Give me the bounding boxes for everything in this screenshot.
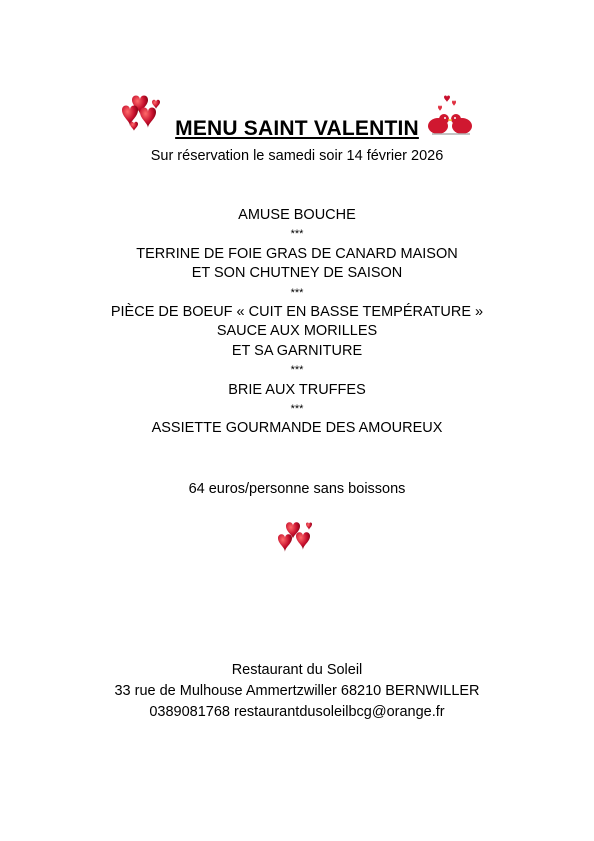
restaurant-address: 33 rue de Mulhouse Ammertzwiller 68210 BERNWILLER [114, 683, 480, 699]
menu-item: SAUCE AUX MORILLES [216, 323, 378, 340]
menu-item: ET SON CHUTNEY DE SAISON [191, 265, 403, 282]
restaurant-info [0, 660, 594, 723]
price-text: 64 euros/personne sans boissons [188, 481, 406, 497]
menu-item: AMUSE BOUCHE [238, 207, 356, 223]
restaurant-name: Restaurant du Soleil [231, 662, 363, 678]
restaurant-contact: 0389081768 restaurantdusoleilbcg@orange.fr [149, 704, 445, 720]
page-subtitle: Sur réservation le samedi soir 14 février 2026 [150, 148, 444, 164]
menu-item: PIÈCE DE BOEUF « CUIT EN BASSE TEMPÉRATURE » [110, 304, 484, 321]
hearts-cluster-icon [276, 518, 318, 558]
menu-separator: *** [290, 228, 304, 241]
menu-item: TERRINE DE FOIE GRAS DE CANARD MAISON [136, 245, 458, 262]
menu-list [0, 206, 594, 439]
menu-item: ET SA GARNITURE [231, 342, 363, 359]
menu-item: ASSIETTE GOURMANDE DES AMOUREUX [151, 420, 443, 437]
menu-separator: *** [290, 364, 304, 377]
menu-separator: *** [290, 286, 304, 299]
menu-separator: *** [290, 403, 304, 416]
menu-item: BRIE AUX TRUFFES [228, 381, 366, 398]
page-title: MENU SAINT VALENTIN [175, 117, 419, 140]
